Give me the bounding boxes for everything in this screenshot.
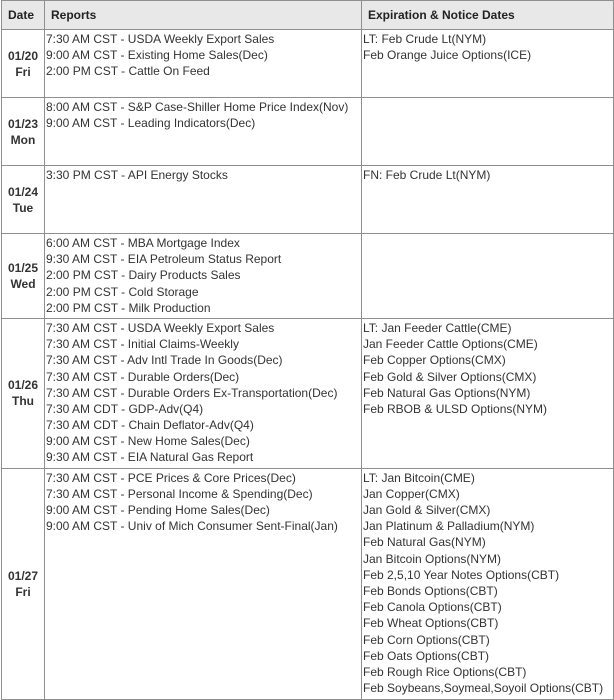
expiration-item: Feb Natural Gas(NYM) [363,535,486,550]
expiration-item: Feb Canola Options(CBT) [363,600,502,615]
expiration-item: Feb Rough Rice Options(CBT) [363,664,527,679]
expiration-cell [362,166,614,234]
expiration-item: Feb Gold & Silver Options(CMX) [363,369,537,384]
date-cell [2,166,45,234]
expiration-cell [362,318,614,468]
report-item: 7:30 AM CST - USDA Weekly Export Sales [46,320,275,335]
calendar-row [2,30,614,98]
expiration-item: Feb Orange Juice Options(ICE) [363,48,532,63]
expiration-item: Feb Corn Options(CBT) [363,632,490,647]
date-cell [2,98,45,166]
reports-cell [45,234,362,319]
expiration-item: Feb RBOB & ULSD Options(NYM) [363,401,548,416]
expiration-cell [362,30,614,98]
report-item: 7:30 AM CST - Adv Intl Trade In Goods(Dec) [46,353,283,368]
report-item: 2:00 PM CST - Milk Production [46,300,211,315]
weekday-text: Mon [10,132,36,147]
date-text: 01/24 [7,184,39,199]
calendar-row [2,318,614,468]
expiration-item: Jan Feeder Cattle Options(CME) [363,337,538,352]
reports-cell [45,30,362,98]
date-text: 01/25 [7,260,39,275]
expiration-cell [362,98,614,166]
report-item: 7:30 AM CST - Durable Orders Ex-Transportation(Dec) [46,385,338,400]
reports-cell [45,98,362,166]
report-item: 9:00 AM CST - Univ of Mich Consumer Sent-Final(Jan) [46,519,338,534]
expiration-item: Jan Platinum & Palladium(NYM) [363,519,535,534]
report-item: 8:00 AM CST - S&P Case-Shiller Home Price Index(Nov) [46,100,349,114]
expiration-item: Jan Copper(CMX) [363,486,460,501]
expiration-cell [362,468,614,699]
report-item: 2:00 PM CST - Dairy Products Sales [46,268,241,283]
report-item: 3:30 PM CST - API Energy Stocks [46,168,228,182]
weekday-text: Thu [12,394,34,409]
report-item: 2:00 PM CST - Cattle On Feed [46,64,210,79]
calendar-row [2,98,614,166]
expiration-item: FN: Feb Crude Lt(NYM) [363,168,491,182]
expiration-item: LT: Feb Crude Lt(NYM) [363,32,487,46]
report-item: 9:00 AM CST - Pending Home Sales(Dec) [46,503,270,517]
expiration-item: Feb 2,5,10 Year Notes Options(CBT) [363,567,560,582]
report-item: 6:00 AM CST - MBA Mortgage Index [46,236,240,250]
expiration-column-header: Expiration & Notice Dates [362,1,614,30]
date-text: 01/23 [7,116,39,131]
date-cell [2,30,45,98]
expiration-item: Feb Wheat Options(CBT) [363,616,499,631]
expiration-item: Jan Bitcoin Options(NYM) [363,551,502,566]
reports-column-header: Reports [45,1,362,30]
header-row [2,1,614,30]
report-item: 9:30 AM CST - EIA Petroleum Status Report [46,252,282,267]
expiration-item: LT: Jan Bitcoin(CME) [363,470,475,485]
calendar-body [2,30,614,700]
expiration-cell [362,234,614,319]
date-cell [2,468,45,699]
calendar-row [2,166,614,234]
report-item: 7:30 AM CDT - Chain Deflator-Adv(Q4) [46,418,254,433]
economic-calendar-table [1,0,614,700]
date-cell [2,234,45,319]
report-item: 9:00 AM CST - Existing Home Sales(Dec) [46,48,268,63]
date-text: 01/27 [7,568,39,583]
report-item: 9:30 AM CST - EIA Natural Gas Report [46,450,254,465]
expiration-item: Feb Oats Options(CBT) [363,648,490,663]
report-item: 2:00 PM CST - Cold Storage [46,284,199,299]
expiration-item: Feb Bonds Options(CBT) [363,583,498,598]
calendar-row [2,468,614,699]
expiration-item: Feb Natural Gas Options(NYM) [363,385,531,400]
calendar-row [2,234,614,319]
expiration-item: Feb Soybeans,Soymeal,Soyoil Options(CBT) [363,681,604,696]
date-column-header: Date [2,1,45,30]
weekday-text: Fri [15,584,31,599]
weekday-text: Tue [12,200,34,215]
weekday-text: Fri [15,64,31,79]
expiration-item: LT: Jan Feeder Cattle(CME) [363,320,512,335]
reports-cell [45,318,362,468]
expiration-item: Feb Copper Options(CMX) [363,353,506,368]
expiration-item: Jan Gold & Silver(CMX) [363,503,491,517]
report-item: 7:30 AM CST - PCE Prices & Core Prices(Dec) [46,470,296,485]
report-item: 7:30 AM CST - Durable Orders(Dec) [46,369,240,384]
date-cell [2,318,45,468]
reports-cell [45,468,362,699]
date-text: 01/20 [7,48,39,63]
date-text: 01/26 [7,378,39,393]
report-item: 9:00 AM CST - Leading Indicators(Dec) [46,116,256,131]
report-item: 9:00 AM CST - New Home Sales(Dec) [46,434,250,449]
report-item: 7:30 AM CDT - GDP-Adv(Q4) [46,401,204,416]
weekday-text: Wed [10,276,36,291]
reports-cell [45,166,362,234]
report-item: 7:30 AM CST - Personal Income & Spending(Dec) [46,486,313,501]
report-item: 7:30 AM CST - Initial Claims-Weekly [46,337,239,352]
report-item: 7:30 AM CST - USDA Weekly Export Sales [46,32,275,46]
